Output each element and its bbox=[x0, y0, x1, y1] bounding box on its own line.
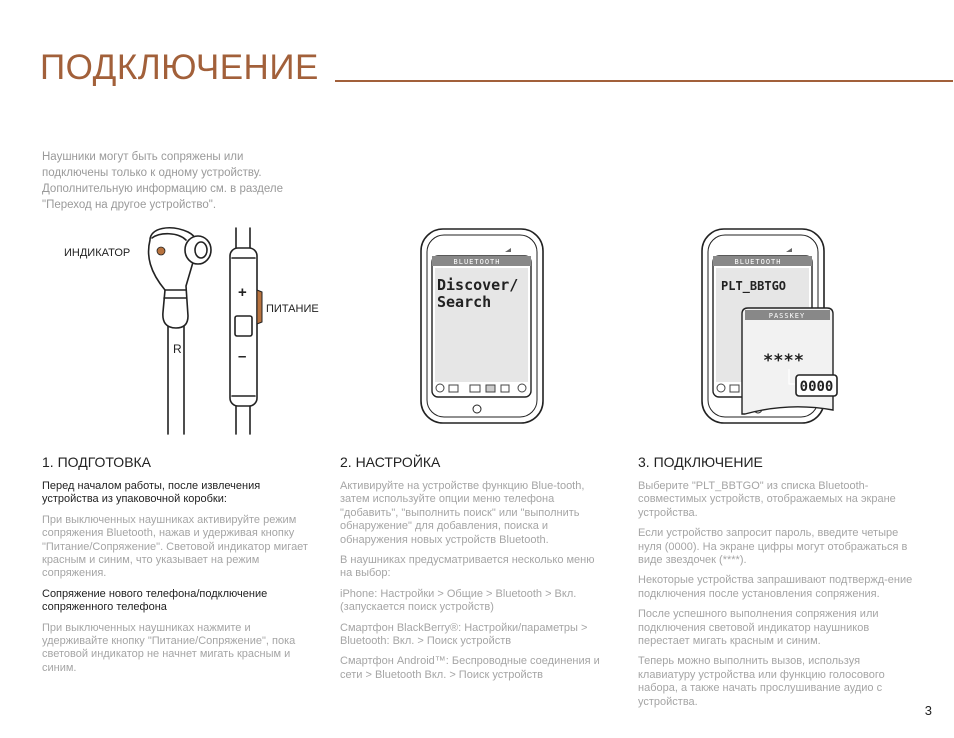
page-title: ПОДКЛЮЧЕНИЕ bbox=[40, 48, 319, 87]
passkey-mask: **** bbox=[763, 351, 804, 371]
section-paragraph: Если устройство запросит пароль, введите четыре нуля (0000). На экране цифры могут отображаться в виде звездочек (****). bbox=[638, 527, 908, 567]
section-paragraph: При выключенных наушниках активируйте режим сопряжения Bluetooth, нажав и удерживая кнопку "Питание/Сопряжение". Световой индикатор мигает красным и синим, что указывает на режим сопряжения. bbox=[42, 513, 308, 580]
phone-discover bbox=[418, 226, 548, 428]
phone1-header: BLUETOOTH bbox=[453, 258, 501, 266]
section-paragraph: Некоторые устройства запрашивают подтвержд-ение подключения после установления сопряжения. bbox=[638, 574, 913, 600]
phone1-screen-line1: Discover/ bbox=[437, 276, 519, 294]
earbud-cable bbox=[168, 318, 184, 434]
phone2-header: BLUETOOTH bbox=[734, 258, 782, 266]
section-connection bbox=[638, 454, 913, 716]
phone2-device-name: PLT_BBTGO bbox=[721, 279, 787, 293]
section-heading: 2. НАСТРОЙКА bbox=[340, 454, 441, 470]
section-paragraph: Перед началом работы, после извлечения устройства из упаковочной коробки: bbox=[42, 480, 261, 506]
intro-line: Наушники могут быть сопряжены или bbox=[42, 151, 244, 163]
section-setup bbox=[340, 454, 608, 689]
right-mark: R bbox=[173, 342, 182, 356]
section-paragraph: Активируйте на устройстве функцию Blue-tooth, затем используйте опции меню телефона "добавить", "выполнить поиск" или "выполнить обнаружение" для добавления, поиска и обнаружения новых устройств Bluetooth. bbox=[340, 480, 585, 546]
intro-line: подключены только к одному устройству. bbox=[42, 167, 262, 179]
volume-up-mark: + bbox=[238, 284, 247, 301]
passkey-header: PASSKEY bbox=[768, 312, 806, 320]
section-paragraph: Смартфон BlackBerry®: Настройки/параметры > Bluetooth: Вкл. > Поиск устройств bbox=[340, 621, 588, 648]
intro-line: "Переход на другое устройство". bbox=[42, 199, 217, 211]
section-paragraph: Выберите "PLT_BBTGO" из списка Bluetooth-совместимых устройств, отображаемых на экране устройства. bbox=[638, 480, 896, 519]
volume-down-mark: – bbox=[238, 348, 247, 365]
phone-connect bbox=[699, 226, 849, 428]
power-label: ПИТАНИЕ bbox=[266, 303, 319, 315]
indicator-led bbox=[157, 247, 165, 255]
section-heading: 3. ПОДКЛЮЧЕНИЕ bbox=[638, 454, 763, 470]
intro-line: Дополнительную информацию см. в разделе bbox=[42, 183, 283, 195]
section-paragraph: Смартфон Android™: Беспроводные соединения и сети > Bluetooth Вкл. > Поиск устройств bbox=[340, 655, 600, 681]
phone1-screen-line2: Search bbox=[437, 293, 492, 311]
page-number: 3 bbox=[924, 703, 932, 718]
power-button bbox=[235, 316, 252, 336]
section-paragraph: В наушниках предусматривается несколько меню на выбор: bbox=[340, 554, 595, 580]
section-paragraph: Сопряжение нового телефона/подключение сопряженного телефона bbox=[42, 587, 268, 614]
section-preparation bbox=[42, 454, 314, 682]
section-paragraph: Теперь можно выполнить вызов, используя клавиатуру устройства или функцию голосового набора, а также начать прослушивание аудио с устройства. bbox=[638, 655, 885, 708]
section-paragraph: iPhone: Настройки > Общие > Bluetooth > Вкл. (запускается поиск устройств) bbox=[340, 587, 577, 614]
section-heading: 1. ПОДГОТОВКА bbox=[42, 454, 152, 470]
section-paragraph: При выключенных наушниках нажмите и удерживайте кнопку "Питание/Сопряжение", пока световой индикатор не начнет мигать красным и синим. bbox=[42, 621, 296, 674]
passkey-value: 0000 bbox=[799, 379, 834, 395]
power-slider bbox=[257, 290, 262, 324]
indicator-label: ИНДИКАТОР bbox=[64, 247, 131, 259]
section-paragraph: После успешного выполнения сопряжения или подключения световой индикатор наушников перестает мигать красным и синим. bbox=[638, 608, 879, 648]
